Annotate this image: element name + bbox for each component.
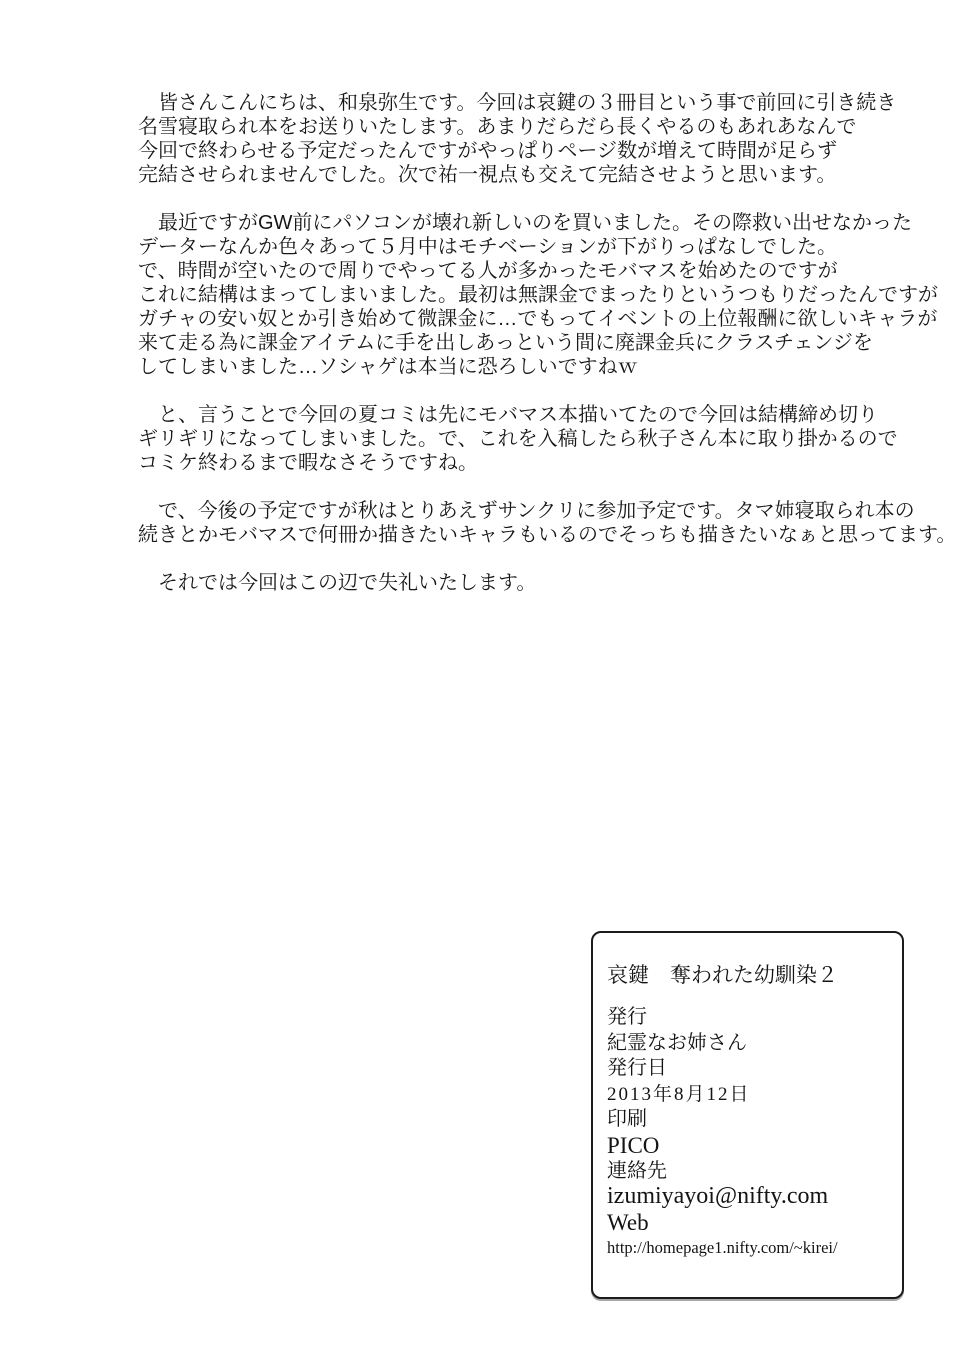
afterword-line: これに結構はまってしまいました。最初は無課金でまったりというつもりだったんですが bbox=[138, 284, 938, 306]
issue-date-label: 発行日 bbox=[607, 1057, 667, 1080]
afterword-line: 皆さんこんにちは、和泉弥生です。今回は哀鍵の３冊目という事で前回に引き続き bbox=[138, 92, 897, 114]
afterword-paragraph-4 bbox=[138, 499, 957, 547]
afterword-line: してしまいました…ソシャゲは本当に恐ろしいですねｗ bbox=[138, 356, 638, 378]
afterword-line: 来て走る為に課金アイテムに手を出しあっという間に廃課金兵にクラスチェンジを bbox=[138, 332, 873, 354]
web-url: http://homepage1.nifty.com/~kirei/ bbox=[607, 1238, 838, 1258]
web-label: Web bbox=[607, 1209, 649, 1235]
afterword-line: 続きとかモバマスで何冊か描きたいキャラもいるのでそっちも描きたいなぁと思ってます。 bbox=[138, 524, 957, 546]
afterword-line: と、言うことで今回の夏コミは先にモバマス本描いてたので今回は結構締め切り bbox=[138, 404, 878, 426]
afterword-line: データーなんか色々あって５月中はモチベーションが下がりっぱなしでした。 bbox=[138, 236, 837, 258]
afterword-line: ギリギリになってしまいました。で、これを入稿したら秋子さん本に取り掛かるので bbox=[138, 428, 898, 450]
afterword-line: コミケ終わるまで暇なさそうですね。 bbox=[138, 452, 478, 474]
afterword-closing-line: それでは今回はこの辺で失礼いたします。 bbox=[138, 572, 537, 594]
contact-email: izumiyayoi@nifty.com bbox=[607, 1183, 829, 1210]
afterword-paragraph-2 bbox=[138, 211, 938, 379]
book-title: 哀鍵 奪われた幼馴染２ bbox=[607, 963, 838, 987]
publisher-label: 発行 bbox=[607, 1006, 647, 1028]
publisher-name: 紀霊なお姉さん bbox=[607, 1031, 747, 1054]
afterword-line: 最近ですがGW前にパソコンが壊れ新しいのを買いました。その際救い出せなかった bbox=[138, 212, 913, 234]
issue-date-value: 2013年8月12日 bbox=[607, 1083, 751, 1105]
colophon-box bbox=[591, 931, 904, 1299]
afterword-line: ガチャの安い奴とか引き始めて微課金に…でもってイベントの上位報酬に欲しいキャラが bbox=[138, 308, 938, 330]
afterword-line: 完結させられませんでした。次で祐一視点も交えて完結させようと思います。 bbox=[138, 164, 837, 186]
printer-name: PICO bbox=[607, 1132, 660, 1158]
afterword-line: で、今後の予定ですが秋はとりあえずサンクリに参加予定です。タマ姉寝取られ本の bbox=[138, 500, 915, 522]
afterword-line: 名雪寝取られ本をお送りいたします。あまりだらだら長くやるのもあれあなんで bbox=[138, 116, 857, 138]
contact-label: 連絡先 bbox=[607, 1159, 667, 1182]
afterword-paragraph-3 bbox=[138, 403, 898, 475]
afterword-paragraph-1 bbox=[138, 91, 897, 187]
afterword-text-block bbox=[138, 91, 957, 595]
printer-label: 印刷 bbox=[607, 1108, 647, 1131]
afterword-line: 今回で終わらせる予定だったんですがやっぱりページ数が増えて時間が足らず bbox=[138, 140, 837, 162]
afterword-paragraph-5 bbox=[138, 571, 868, 595]
afterword-line: で、時間が空いたので周りでやってる人が多かったモバマスを始めたのですが bbox=[138, 260, 838, 282]
